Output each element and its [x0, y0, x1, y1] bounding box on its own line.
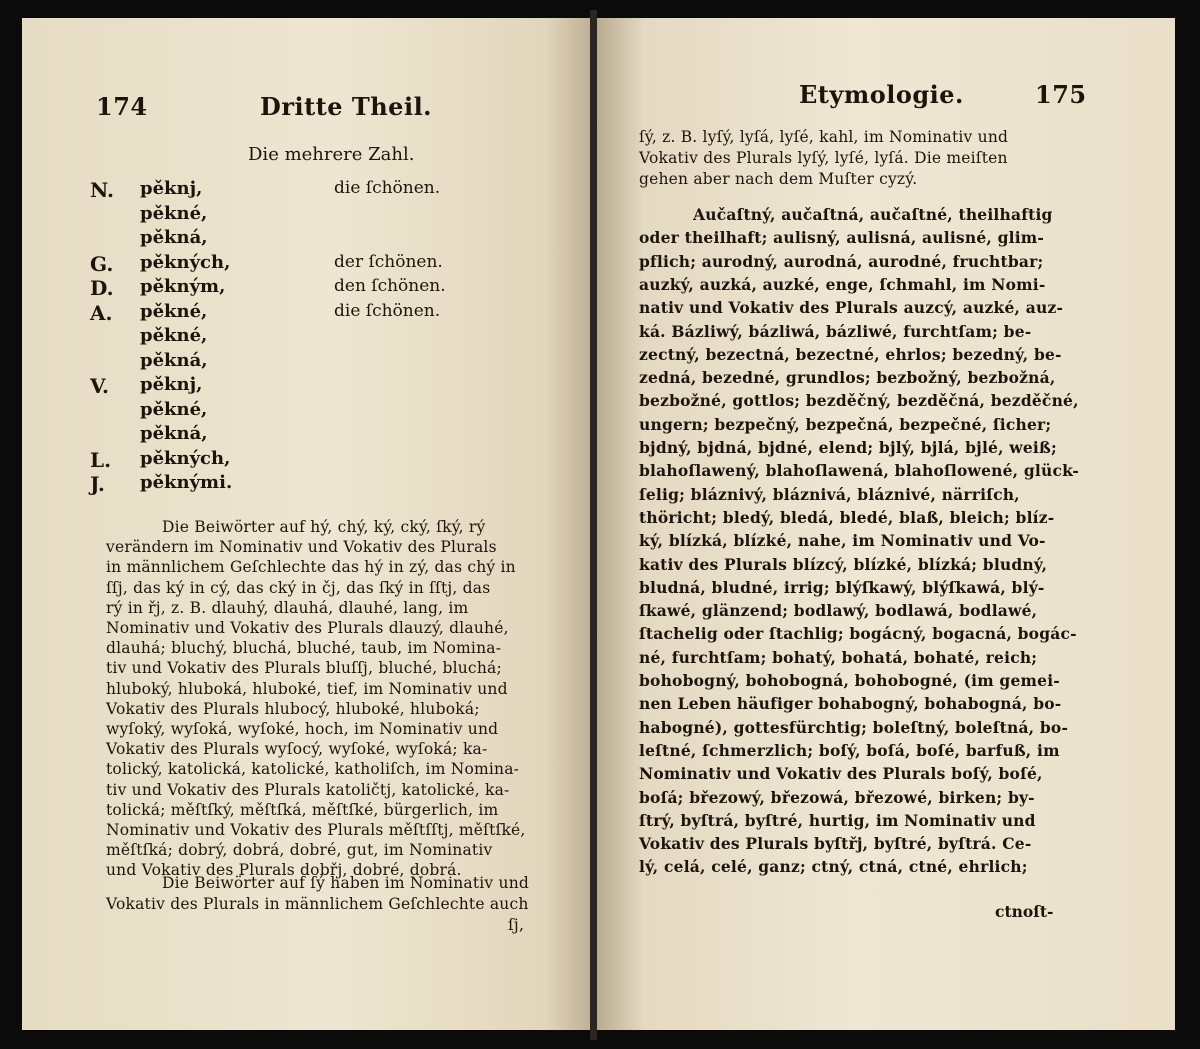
case-gloss: die ſchönen. [334, 300, 441, 321]
case-form: pěkné, [140, 398, 208, 420]
text-line: zectný, bezectná, bezectné, ehrlos; bezedný, be- [639, 344, 1062, 364]
case-gloss: die ſchönen. [334, 178, 441, 198]
text-line: dlauhá; bluchý, bluchá, bluché, taub, im Nomina- [106, 639, 502, 658]
text-line: rý in řj, z. B. dlauhý, dlauhá, dlauhé, lang, im [106, 598, 469, 617]
text-line: ká. Bázliwý, bázliwá, bázliwé, furchtſam; be- [639, 321, 1032, 341]
text-line: verändern im Nominativ und Vokativ des Plurals [106, 538, 497, 557]
text-line: tolický, katolická, katolické, katholiſch, im Nomina- [106, 760, 520, 779]
text-line: bjdný, bjdná, bjdné, elend; bjlý, bjlá, bjlé, weiß; [639, 438, 1057, 457]
text-line: tiv und Vokativ des Plurals bluſſj, bluché, bluchá; [106, 659, 502, 678]
text-line: wyſoký, wyſoká, wyſoké, hoch, im Nominativ und [106, 720, 499, 738]
case-form: pěkné, [140, 202, 208, 224]
page-number-right: 175 [1035, 80, 1087, 109]
text-line: und Vokativ des Plurals dobřj, dobré, dobrá. [106, 861, 462, 880]
case-form: pěkným, [140, 276, 226, 297]
book-gutter [590, 10, 597, 1040]
text-line: bohobogný, bohobogná, bohobogné, (im gemei- [639, 671, 1060, 690]
section-heading: Die mehrere Zahl. [248, 144, 415, 165]
text-line: zedná, bezedné, grundlos; bezbožný, bezbožná, [639, 368, 1056, 388]
text-line: in männlichem Geſchlechte das hý in zý, das chý in [106, 558, 516, 577]
text-line: nen Leben häufiger bohabogný, bohabogná, bo- [639, 694, 1062, 714]
case-form: pěknj, [140, 374, 203, 395]
text-line: ký, blízká, blízké, nahe, im Nominativ und Vo- [639, 531, 1046, 551]
case-form: pěknými. [140, 472, 233, 493]
page-number-left: 174 [96, 92, 148, 121]
case-form: pěkných, [140, 447, 231, 469]
running-head-right: Etymologie. [799, 80, 964, 109]
text-line: leſtné, ſchmerzlich; boſý, boſá, boſé, barfuß, im [639, 740, 1060, 760]
text-line: Aučaſtný, aučaſtná, aučaſtné, theilhaftig [693, 205, 1053, 224]
catchword: ctnoſt- [995, 902, 1054, 921]
text-line: ſelig; bláznivý, bláznivá, bláznivé, närriſch, [639, 484, 1020, 504]
text-line: né, furchtſam; bohatý, bohatá, bohaté, reich; [639, 647, 1038, 667]
text-line: auzký, auzká, auzké, enge, ſchmahl, im Nomi- [639, 274, 1046, 294]
case-label: G. [90, 251, 114, 276]
case-gloss: der ſchönen. [334, 251, 443, 272]
text-line: kativ des Plurals blízcý, blízké, blízká; bludný, [639, 554, 1048, 574]
case-gloss: den ſchönen. [334, 276, 446, 296]
running-head-left: Dritte Theil. [260, 92, 433, 121]
text-line: ſtachelig oder ſtachlig; bogácný, bogacná, bogác- [639, 624, 1077, 644]
text-line: ſſj, das ký in cý, das cký in čj, das ſký in ſſtj, das [106, 578, 491, 597]
right-page [597, 18, 1175, 1030]
text-line: Nominativ und Vokativ des Plurals boſý, boſé, [639, 764, 1043, 784]
text-line: Vokativ des Plurals lyſý, lyſé, lyſá. Die meiſten [639, 149, 1008, 167]
case-label: J. [90, 472, 105, 496]
case-form: pěknj, [140, 178, 203, 199]
case-form: pěkných, [140, 251, 231, 273]
text-line: blahoſlawený, blahoſlawená, blahoſlowené, glück- [639, 461, 1080, 481]
case-form: pěkná, [140, 423, 208, 444]
text-line: ſkawé, glänzend; bodlawý, bodlawá, bodlawé, [639, 601, 1038, 621]
left-page [22, 18, 590, 1030]
case-label: D. [90, 276, 114, 300]
text-line: ſý, z. B. lyſý, lyſá, lyſé, kahl, im Nominativ und [639, 128, 1009, 146]
text-line: gehen aber nach dem Muſter cyzý. [639, 170, 918, 188]
case-label: V. [90, 374, 109, 398]
case-label: N. [90, 178, 114, 202]
text-line: thöricht; bledý, bledá, bledé, blaß, bleich; blíz- [639, 507, 1055, 527]
text-line: tiv und Vokativ des Plurals katoličtj, katolické, ka- [106, 780, 510, 799]
text-line: Die Beiwörter auf ſý haben im Nominativ und [162, 874, 529, 892]
text-line: měſtſká; dobrý, dobrá, dobré, gut, im Nominativ [106, 841, 493, 860]
text-line: ſj, [508, 916, 525, 934]
text-line: lý, celá, celé, ganz; ctný, ctná, ctné, ehrlich; [639, 857, 1028, 877]
case-form: pěkné, [140, 300, 208, 322]
case-label: A. [90, 300, 113, 325]
text-line: Die Beiwörter auf hý, chý, ký, cký, ſký, rý [162, 518, 486, 536]
text-line: pflich; aurodný, aurodná, aurodné, fruchtbar; [639, 251, 1044, 271]
text-line: ungern; bezpečný, bezpečná, bezpečné, ſicher; [639, 414, 1052, 434]
text-line: bezbožné, gottlos; bezděčný, bezděčná, bezděčné, [639, 391, 1079, 411]
case-form: pěkná, [140, 227, 208, 248]
text-line: hluboký, hluboká, hluboké, tief, im Nominativ und [106, 679, 508, 698]
text-line: oder theilhaft; aulisný, aulisná, aulisné, glim- [639, 228, 1045, 248]
text-line: habogné), gottesfürchtig; boleſtný, boleſtná, bo- [639, 717, 1069, 737]
text-line: Vokativ des Plurals wyſocý, wyſoké, wyſoká; ka- [106, 740, 488, 759]
case-form: pěkné, [140, 325, 208, 346]
text-line: Nominativ und Vokativ des Plurals měſtſſtj, měſtſké, [106, 821, 526, 839]
text-line: Vokativ des Plurals hlubocý, hluboké, hluboká; [106, 699, 480, 718]
text-line: tolická; měſtſký, měſtſká, měſtſké, bürgerlich, im [106, 800, 499, 819]
text-line: ſtrý, byſtrá, byſtré, hurtig, im Nominativ und [639, 810, 1036, 830]
case-label: L. [90, 447, 112, 472]
text-line: boſá; březowý, březowá, březowé, birken; by- [639, 787, 1035, 807]
text-line: Nominativ und Vokativ des Plurals dlauzý, dlauhé, [106, 619, 509, 637]
text-line: Vokativ des Plurals byſtřj, byſtré, byſtrá. Ce- [639, 834, 1032, 854]
text-line: bludná, bludné, irrig; blýſkawý, blýſkawá, blý- [639, 577, 1045, 597]
case-form: pěkná, [140, 349, 208, 371]
text-line: Vokativ des Plurals in männlichem Geſchlechte auch [106, 895, 529, 913]
text-line: nativ und Vokativ des Plurals auzcý, auzké, auz- [639, 298, 1064, 318]
